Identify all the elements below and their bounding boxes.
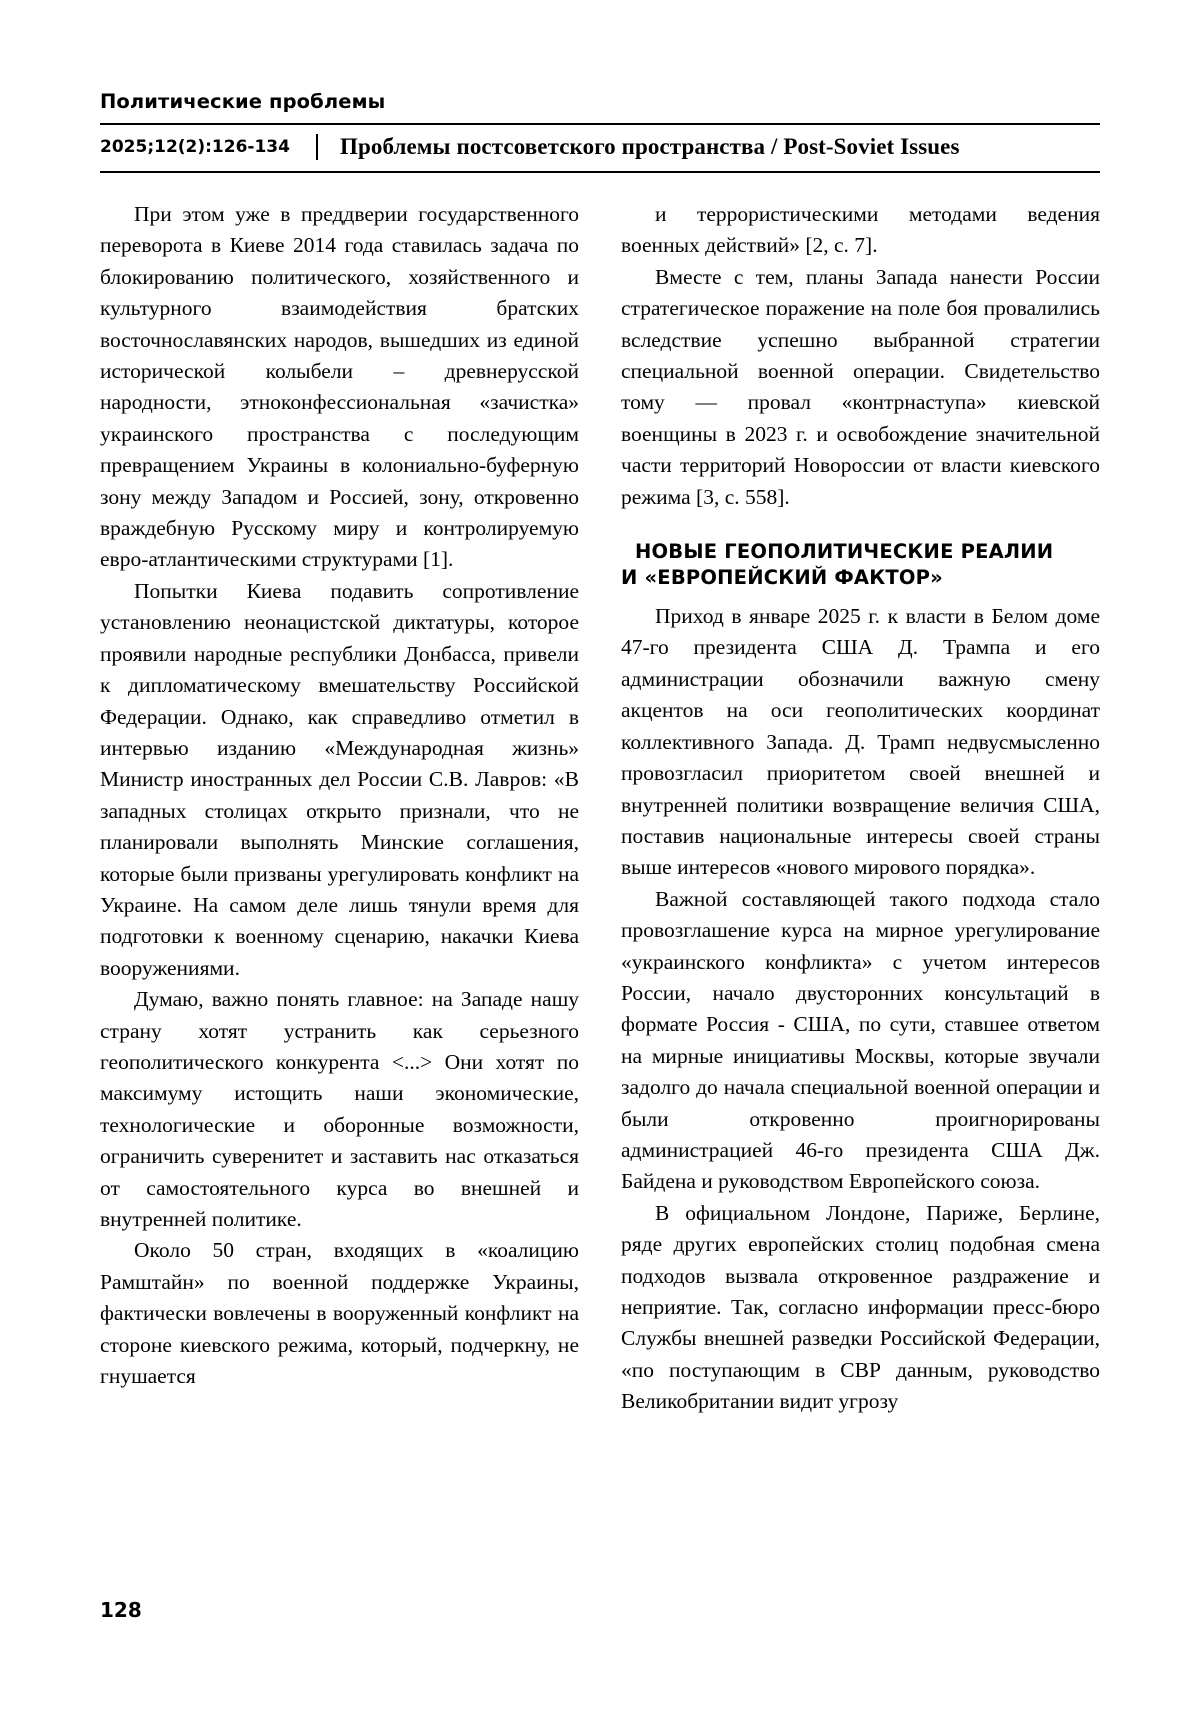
paragraph: Думаю, важно понять главное: на Западе нашу страну хотят устранить как серьезного геополитического конкурента <...> Они хотят по максимуму истощить наши экономические, технологические и оборонные возможности, ограничить суверенитет и заставить нас отказаться от самостоятельного курса во внешней и внутренней политике. <box>100 987 579 1231</box>
journal-title: Проблемы постсоветского пространства / Post-Soviet Issues <box>339 134 960 159</box>
header-rule-bottom <box>100 171 1100 173</box>
page-number: 128 <box>100 1598 142 1622</box>
paragraph: Вместе с тем, планы Запада нанести России стратегическое поражение на поле боя провалились вследствие успешно выбранной стратегии специальной военной операции. Свидетельство тому — провал «контрнаступа» киевской военщины в 2023 г. и освобождение значительной части территорий Новороссии от власти киевского режима [3, с. 558]. <box>621 264 1100 509</box>
running-head: Политические проблемы <box>100 90 386 113</box>
paragraph: Важной составляющей такого подхода стало провозглашение курса на мирное урегулирование «украинского конфликта» с учетом интересов России, начало двусторонних консультаций в формате Россия - США, по сути, ставшее ответом на мирные инициативы Москвы, которые звучали задолго до начала специальной военной операции и были откровенно проигнорированы администрацией 46-го президента США Дж. Байдена и руководством Европейского союза. <box>621 886 1100 1194</box>
right-column <box>621 199 1100 1418</box>
page-content <box>100 90 1100 1418</box>
section-heading-line-2: И «ЕВРОПЕЙСКИЙ ФАКТОР» <box>621 566 943 590</box>
paragraph: При этом уже в преддверии государственного переворота в Киеве 2014 года ставилась задача по блокированию политического, хозяйственного и культурного взаимодействия братских восточнославянских народов, вышедших из единой исторической колыбели – древнерусской народности, этноконфессиональная «зачистка» украинского пространства с последующим превращением Украины в колониально-буферную зону между Западом и Россией, зону, откровенно враждебную Русскому миру и контролируемую евро-атлантическими структурами [1]. <box>100 202 579 572</box>
paragraph: В официальном Лондоне, Париже, Берлине, ряде других европейских столиц подобная смена подходов вызвала откровенное раздражение и неприятие. Так, согласно информации пресс-бюро Службы внешней разведки Российской Федерации, «по поступающим в СВР данным, руководство Великобритании видит угрозу <box>621 1200 1100 1414</box>
section-heading-line-1: НОВЫЕ ГЕОПОЛИТИЧЕСКИЕ РЕАЛИИ <box>635 540 1054 564</box>
left-column <box>100 199 579 1418</box>
paragraph: Попытки Киева подавить сопротивление установлению неонацистской диктатуры, которое проявили народные республики Донбасса, привели к дипломатическому вмешательству Российской Федерации. Однако, как справедливо отметил в интервью изданию «Международная жизнь» Министр иностранных дел России С.В. Лавров: «В западных столицах открыто признали, что не планировали выполнять Минские соглашения, которые были призваны урегулировать конфликт на Украине. На самом деле лишь тянули время для подготовки к военному сценарию, накачки Киева вооружениями. <box>100 578 579 980</box>
header-divider <box>316 134 318 160</box>
header-rule-top <box>100 123 1100 125</box>
paragraph: и террористическими методами ведения военных действий» [2, с. 7]. <box>621 202 1100 258</box>
two-column-body <box>100 199 1100 1418</box>
paragraph: Приход в январе 2025 г. к власти в Белом доме 47-го президента США Д. Трампа и его администрации обозначили важную смену акцентов на оси геополитических координат коллективного Запада. Д. Трамп недвусмысленно провозгласил приоритетом своей внешней и внутренней политики возвращение величия США, поставив национальные интересы своей страны выше интересов «нового мирового порядка». <box>621 604 1100 880</box>
header-row <box>100 134 1100 171</box>
issue-citation: 2025;12(2):126-134 <box>100 137 290 157</box>
section-heading <box>621 539 1100 591</box>
paragraph: Около 50 стран, входящих в «коалицию Рамштайн» по военной поддержке Украины, фактически вовлечены в вооруженный конфликт на стороне киевского режима, который, подчеркну, не гнушается <box>100 1238 579 1389</box>
